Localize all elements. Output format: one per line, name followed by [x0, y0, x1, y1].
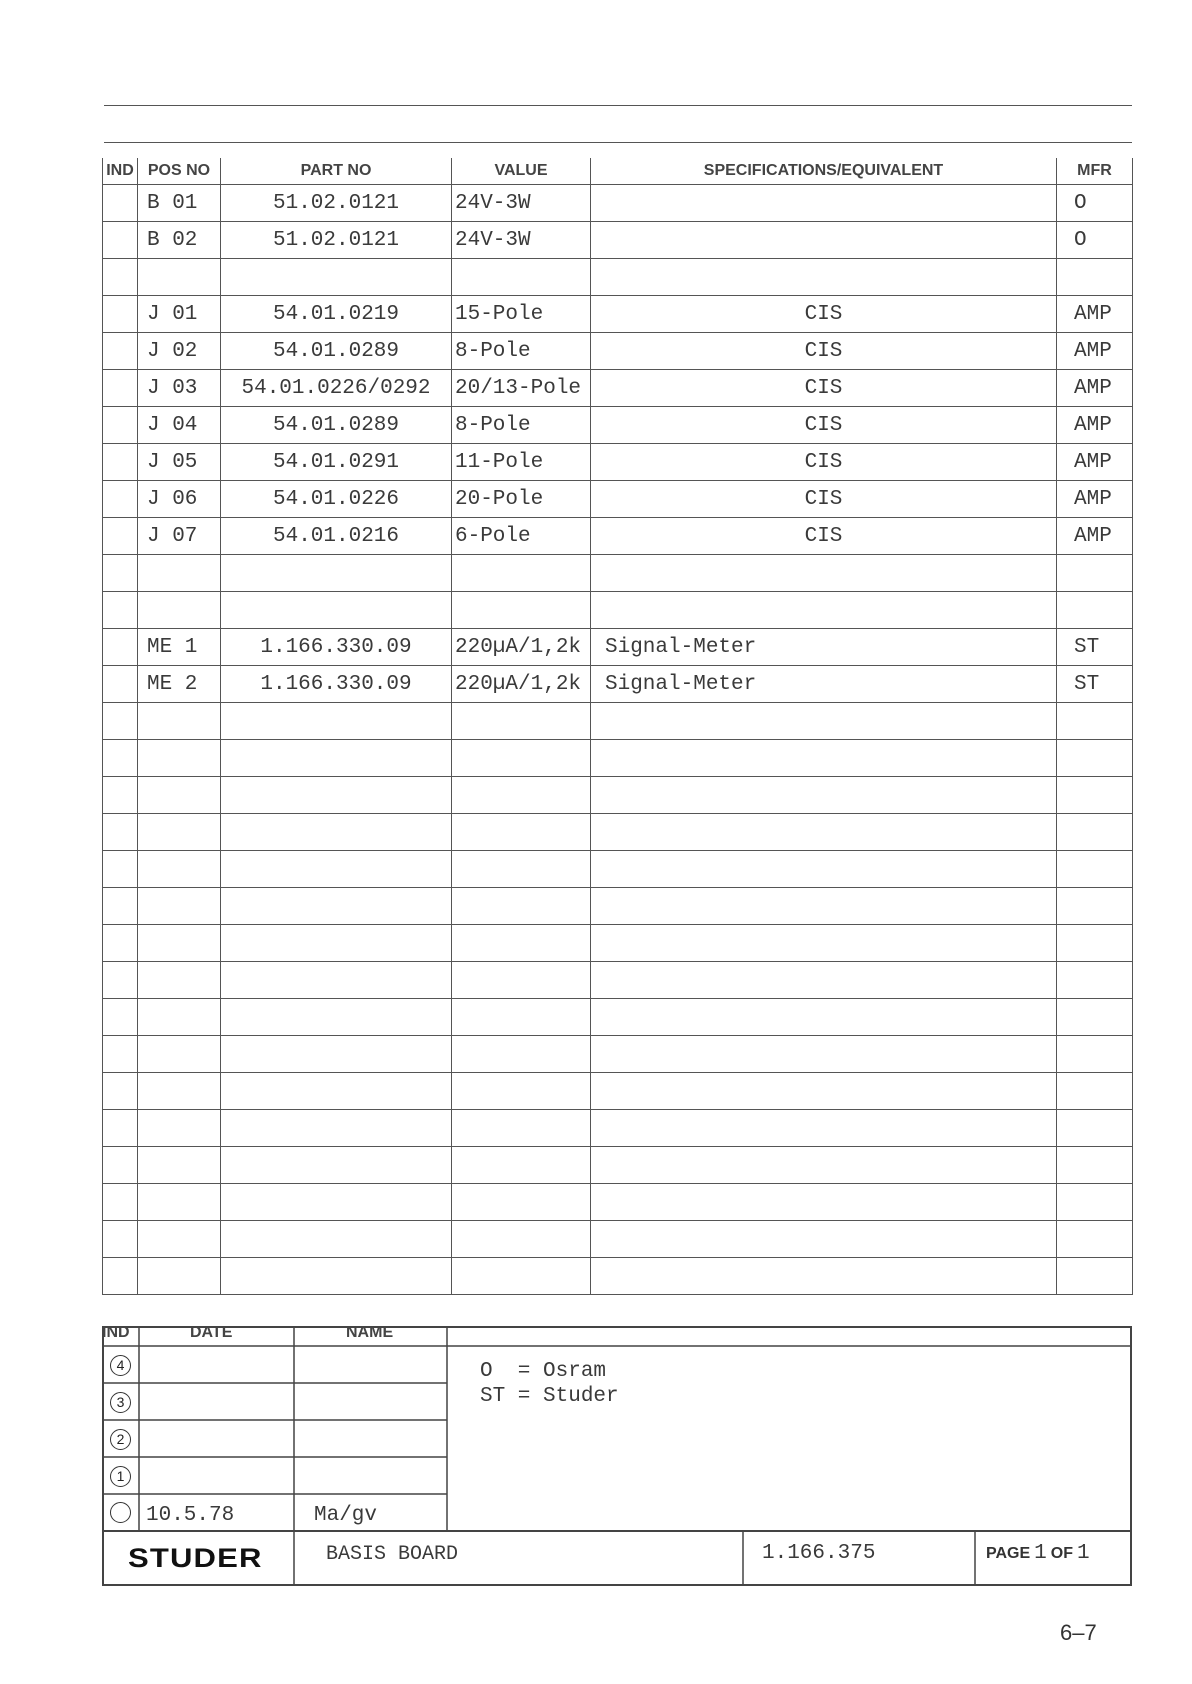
spec-cell [591, 888, 1057, 925]
pos-no-cell: J 02 [138, 333, 221, 370]
mfr-cell: AMP [1057, 333, 1133, 370]
value-cell: 220µA/1,2k [452, 629, 591, 666]
table-row [103, 1110, 1133, 1147]
value-cell [452, 1110, 591, 1147]
table-row [103, 259, 1133, 296]
pos-no-cell: J 07 [138, 518, 221, 555]
pos-no-cell [138, 888, 221, 925]
part-no-cell [221, 925, 452, 962]
spec-cell [591, 962, 1057, 999]
mfr-cell: AMP [1057, 370, 1133, 407]
ind-cell [103, 629, 138, 666]
revision-name: Ma/gv [314, 1504, 378, 1527]
spec-cell [591, 777, 1057, 814]
mfr-cell [1057, 925, 1133, 962]
pos-no-cell [138, 1036, 221, 1073]
table-row [103, 296, 1133, 333]
mfr-cell [1057, 1221, 1133, 1258]
table-row [103, 814, 1133, 851]
part-no-cell [221, 740, 452, 777]
part-no-cell [221, 1221, 452, 1258]
spec-cell [591, 555, 1057, 592]
value-cell: 15-Pole [452, 296, 591, 333]
of-label: OF [1050, 1545, 1073, 1562]
pos-no-cell [138, 1110, 221, 1147]
value-cell: 6-Pole [452, 518, 591, 555]
header-part-no: PART NO [221, 158, 452, 185]
pos-no-cell [138, 814, 221, 851]
table-row [103, 1073, 1133, 1110]
top-rule-2 [104, 142, 1132, 143]
table-row [103, 1184, 1133, 1221]
top-rule-1 [104, 105, 1132, 106]
mfr-cell [1057, 962, 1133, 999]
mfr-cell: AMP [1057, 481, 1133, 518]
value-cell [452, 740, 591, 777]
spec-cell [591, 1258, 1057, 1295]
spec-cell: CIS [591, 333, 1057, 370]
mfr-cell: AMP [1057, 444, 1133, 481]
ind-cell [103, 222, 138, 259]
spec-cell [591, 222, 1057, 259]
document-title: BASIS BOARD [326, 1543, 459, 1566]
table-row [103, 925, 1133, 962]
ind-cell [103, 296, 138, 333]
spec-cell [591, 1073, 1057, 1110]
mfr-cell [1057, 740, 1133, 777]
mfr-cell [1057, 777, 1133, 814]
spec-cell [591, 259, 1057, 296]
mfr-cell: AMP [1057, 407, 1133, 444]
part-no-cell: 54.01.0219 [221, 296, 452, 333]
value-cell [452, 1036, 591, 1073]
part-no-cell [221, 1147, 452, 1184]
part-no-cell: 54.01.0216 [221, 518, 452, 555]
ind-cell [103, 444, 138, 481]
pos-no-cell [138, 592, 221, 629]
mfr-cell [1057, 703, 1133, 740]
spec-cell [591, 1036, 1057, 1073]
ind-cell [103, 185, 138, 222]
pos-no-cell [138, 1184, 221, 1221]
pos-no-cell [138, 1258, 221, 1295]
spec-cell: CIS [591, 444, 1057, 481]
value-cell [452, 888, 591, 925]
value-cell [452, 1258, 591, 1295]
table-row [103, 999, 1133, 1036]
spec-cell [591, 1184, 1057, 1221]
table-row [103, 777, 1133, 814]
part-no-cell [221, 814, 452, 851]
page-indicator [986, 1542, 1090, 1565]
rev-header-date: DATE [190, 1324, 233, 1341]
ind-cell [103, 518, 138, 555]
pos-no-cell [138, 777, 221, 814]
table-row [103, 962, 1133, 999]
part-no-cell [221, 1110, 452, 1147]
revision-index-4: 4 [110, 1355, 131, 1376]
ind-cell [103, 1184, 138, 1221]
part-no-cell [221, 555, 452, 592]
spec-cell [591, 851, 1057, 888]
table-row [103, 185, 1133, 222]
part-no-cell: 54.01.0226 [221, 481, 452, 518]
header-value: VALUE [452, 158, 591, 185]
revision-block [102, 1326, 1132, 1586]
pos-no-cell [138, 1147, 221, 1184]
value-cell [452, 962, 591, 999]
page-number: 6–7 [1060, 1620, 1097, 1645]
mfr-cell [1057, 259, 1133, 296]
mfr-cell [1057, 999, 1133, 1036]
pos-no-cell: J 01 [138, 296, 221, 333]
mfr-cell: AMP [1057, 518, 1133, 555]
part-no-cell [221, 1258, 452, 1295]
spec-cell: CIS [591, 296, 1057, 333]
pos-no-cell [138, 259, 221, 296]
table-row [103, 1147, 1133, 1184]
ind-cell [103, 1221, 138, 1258]
ind-cell [103, 962, 138, 999]
pos-no-cell: J 05 [138, 444, 221, 481]
pos-no-cell [138, 1221, 221, 1258]
value-cell: 8-Pole [452, 333, 591, 370]
part-no-cell: 54.01.0226/0292 [221, 370, 452, 407]
part-no-cell: 1.166.330.09 [221, 629, 452, 666]
revision-date: 10.5.78 [146, 1504, 235, 1527]
mfr-cell [1057, 1073, 1133, 1110]
value-cell [452, 1147, 591, 1184]
value-cell [452, 555, 591, 592]
ind-cell [103, 999, 138, 1036]
value-cell: 24V-3W [452, 185, 591, 222]
table-row [103, 1036, 1133, 1073]
part-no-cell [221, 1073, 452, 1110]
mfr-cell: AMP [1057, 296, 1133, 333]
value-cell [452, 259, 591, 296]
parts-list-table [102, 158, 1133, 1295]
spec-cell: CIS [591, 370, 1057, 407]
ind-cell [103, 666, 138, 703]
spec-cell: CIS [591, 407, 1057, 444]
table-row [103, 444, 1133, 481]
rev-header-ind: IND [102, 1324, 130, 1341]
spec-cell: CIS [591, 518, 1057, 555]
spec-cell [591, 185, 1057, 222]
mfr-cell [1057, 592, 1133, 629]
legend-osram: O = Osram [480, 1360, 607, 1383]
value-cell [452, 814, 591, 851]
part-no-cell: 54.01.0291 [221, 444, 452, 481]
table-row [103, 703, 1133, 740]
mfr-cell [1057, 851, 1133, 888]
header-spec: SPECIFICATIONS/EQUIVALENT [591, 158, 1057, 185]
parts-table-header [103, 158, 1133, 185]
mfr-cell: ST [1057, 629, 1133, 666]
spec-cell [591, 703, 1057, 740]
pos-no-cell [138, 555, 221, 592]
pos-no-cell: B 01 [138, 185, 221, 222]
header-pos-no: POS NO [138, 158, 221, 185]
ind-cell [103, 851, 138, 888]
pos-no-cell: ME 2 [138, 666, 221, 703]
mfr-cell [1057, 1184, 1133, 1221]
spec-cell [591, 925, 1057, 962]
total-pages: 1 [1076, 1542, 1090, 1565]
spec-cell [591, 1147, 1057, 1184]
value-cell: 20-Pole [452, 481, 591, 518]
ind-cell [103, 370, 138, 407]
value-cell: 20/13-Pole [452, 370, 591, 407]
mfr-cell: O [1057, 222, 1133, 259]
part-no-cell [221, 592, 452, 629]
mfr-cell [1057, 814, 1133, 851]
value-cell: 24V-3W [452, 222, 591, 259]
part-no-cell: 54.01.0289 [221, 333, 452, 370]
ind-cell [103, 814, 138, 851]
part-no-cell: 51.02.0121 [221, 185, 452, 222]
ind-cell [103, 333, 138, 370]
pos-no-cell: J 04 [138, 407, 221, 444]
table-row [103, 407, 1133, 444]
value-cell [452, 1073, 591, 1110]
spec-cell [591, 592, 1057, 629]
pos-no-cell [138, 851, 221, 888]
ind-cell [103, 1073, 138, 1110]
spec-cell [591, 814, 1057, 851]
mfr-cell [1057, 1110, 1133, 1147]
pos-no-cell [138, 740, 221, 777]
value-cell [452, 777, 591, 814]
spec-cell [591, 1110, 1057, 1147]
part-no-cell [221, 1184, 452, 1221]
header-ind: IND [103, 158, 138, 185]
value-cell [452, 999, 591, 1036]
pos-no-cell: J 03 [138, 370, 221, 407]
value-cell: 8-Pole [452, 407, 591, 444]
table-row [103, 518, 1133, 555]
pos-no-cell [138, 703, 221, 740]
table-row [103, 629, 1133, 666]
rev-header-name: NAME [346, 1324, 394, 1341]
pos-no-cell [138, 962, 221, 999]
spec-cell: Signal-Meter [591, 666, 1057, 703]
ind-cell [103, 259, 138, 296]
pos-no-cell: J 06 [138, 481, 221, 518]
table-row [103, 1221, 1133, 1258]
ind-cell [103, 777, 138, 814]
ind-cell [103, 1147, 138, 1184]
document-number: 1.166.375 [762, 1542, 876, 1565]
pos-no-cell: ME 1 [138, 629, 221, 666]
table-row [103, 592, 1133, 629]
part-no-cell: 51.02.0121 [221, 222, 452, 259]
page-label: PAGE [986, 1545, 1031, 1562]
part-no-cell: 1.166.330.09 [221, 666, 452, 703]
revision-index-2: 2 [110, 1429, 131, 1450]
part-no-cell [221, 259, 452, 296]
pos-no-cell [138, 1073, 221, 1110]
ind-cell [103, 407, 138, 444]
ind-cell [103, 555, 138, 592]
pos-no-cell: B 02 [138, 222, 221, 259]
header-mfr: MFR [1057, 158, 1133, 185]
part-no-cell [221, 851, 452, 888]
table-row [103, 370, 1133, 407]
table-row [103, 481, 1133, 518]
revision-index-0 [110, 1502, 131, 1523]
page-value: 1 [1034, 1542, 1047, 1565]
spec-cell: Signal-Meter [591, 629, 1057, 666]
pos-no-cell [138, 925, 221, 962]
spec-cell [591, 1221, 1057, 1258]
table-row [103, 555, 1133, 592]
table-row [103, 666, 1133, 703]
ind-cell [103, 888, 138, 925]
revision-index-3: 3 [110, 1392, 131, 1413]
spec-cell: CIS [591, 481, 1057, 518]
ind-cell [103, 703, 138, 740]
value-cell [452, 925, 591, 962]
value-cell: 11-Pole [452, 444, 591, 481]
part-no-cell [221, 888, 452, 925]
pos-no-cell [138, 999, 221, 1036]
part-no-cell [221, 1036, 452, 1073]
spec-cell [591, 740, 1057, 777]
ind-cell [103, 1036, 138, 1073]
ind-cell [103, 592, 138, 629]
spec-cell [591, 999, 1057, 1036]
mfr-cell [1057, 555, 1133, 592]
revision-index-1: 1 [110, 1466, 131, 1487]
part-no-cell [221, 703, 452, 740]
mfr-cell [1057, 1147, 1133, 1184]
studer-logo: STUDER [128, 1543, 263, 1573]
mfr-cell: ST [1057, 666, 1133, 703]
mfr-cell: O [1057, 185, 1133, 222]
table-row [103, 888, 1133, 925]
part-no-cell [221, 999, 452, 1036]
value-cell [452, 592, 591, 629]
value-cell [452, 1184, 591, 1221]
ind-cell [103, 1110, 138, 1147]
table-row [103, 333, 1133, 370]
table-row [103, 740, 1133, 777]
value-cell [452, 1221, 591, 1258]
value-cell [452, 851, 591, 888]
ind-cell [103, 1258, 138, 1295]
table-row [103, 1258, 1133, 1295]
ind-cell [103, 481, 138, 518]
ind-cell [103, 925, 138, 962]
value-cell: 220µA/1,2k [452, 666, 591, 703]
mfr-cell [1057, 1036, 1133, 1073]
table-row [103, 851, 1133, 888]
ind-cell [103, 740, 138, 777]
mfr-cell [1057, 1258, 1133, 1295]
value-cell [452, 703, 591, 740]
mfr-cell [1057, 888, 1133, 925]
part-no-cell [221, 962, 452, 999]
part-no-cell: 54.01.0289 [221, 407, 452, 444]
part-no-cell [221, 777, 452, 814]
table-row [103, 222, 1133, 259]
legend-studer: ST = Studer [480, 1385, 619, 1408]
